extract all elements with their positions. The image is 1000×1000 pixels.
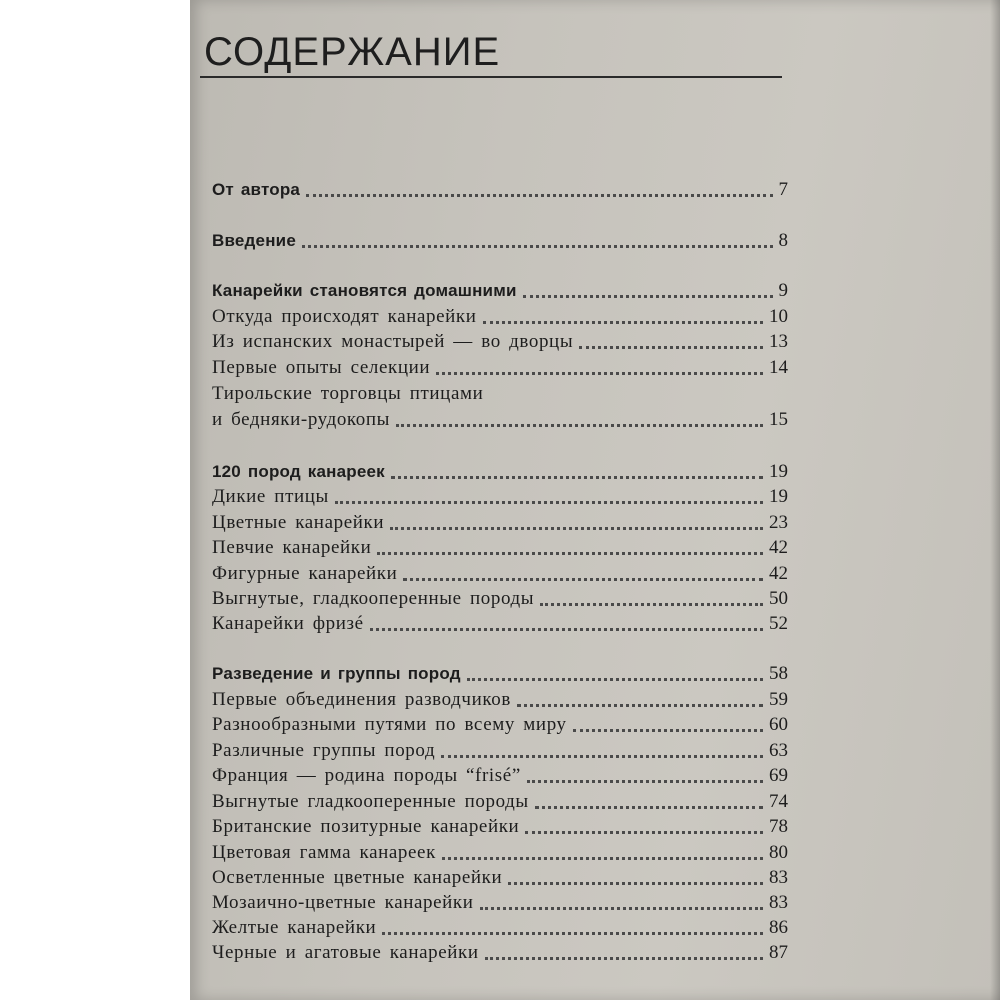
dot-leader [535,806,763,809]
dot-leader [396,424,763,427]
toc-entry-title: Франция — родина породы “frisé” [212,765,521,786]
toc-entry-title: Дикие птицы [212,486,329,507]
toc-entry [212,305,788,329]
toc-entry [212,562,788,586]
dot-leader [436,372,763,375]
toc-entry-page: 83 [769,867,788,888]
toc-entry-title: Выгнутые гладкооперенные породы [212,791,529,812]
toc-entry-title: Первые объединения разводчиков [212,689,511,710]
toc-entry-title: Из испанских монастырей — во дворцы [212,331,574,352]
dot-leader [382,932,763,935]
dot-leader [517,704,763,707]
toc-entry [212,408,788,432]
toc-entry-page: 59 [769,689,788,710]
dot-leader [508,882,763,885]
toc-entry-title: Канарейки становятся домашними [212,281,517,300]
toc-entry-title: Разнообразными путями по всему миру [212,714,567,735]
toc-entry-page: 78 [769,816,788,837]
toc-entry-title: Желтые канарейки [212,917,377,938]
dot-leader [483,321,763,324]
dot-leader [525,831,763,834]
toc-entry [212,485,788,509]
toc-entry-title: Разведение и группы пород [212,664,461,683]
dot-leader [579,346,763,349]
page-title: СОДЕРЖАНИЕ [204,30,501,74]
toc-entry [212,587,788,611]
toc-entry-title: Британские позитурные канарейки [212,816,520,837]
dot-leader [442,857,763,860]
toc-entry-section [212,662,788,686]
toc-entry [212,536,788,560]
dot-leader [441,755,763,758]
dot-leader [391,476,763,479]
toc-entry-title: Фигурные канарейки [212,563,398,584]
toc-entry-title: и бедняки-рудокопы [212,409,391,430]
toc-entry-page: 63 [769,740,788,761]
toc-entry-title: Певчие канарейки [212,537,372,558]
dot-leader [377,552,763,555]
toc-entry-title: Цветовая гамма канареек [212,842,436,863]
toc-entry-page: 13 [769,331,788,352]
toc-entry-page: 19 [769,461,788,482]
dot-leader [302,245,773,248]
toc-entry-page: 74 [769,791,788,812]
toc-entry [212,713,788,737]
toc-entry-section [212,178,788,202]
title-rule [200,76,782,78]
toc-entry-page: 69 [769,765,788,786]
toc-entry [212,891,788,915]
dot-leader [480,907,763,910]
page-edge-shadow [990,0,1000,1000]
toc-entry [212,841,788,865]
dot-leader [540,603,763,606]
toc-entry-page: 42 [769,563,788,584]
toc-entry-section [212,229,788,253]
dot-leader [485,957,763,960]
toc-entry-page: 60 [769,714,788,735]
toc-entry-section [212,460,788,484]
toc-entry-page: 14 [769,357,788,378]
dot-leader [573,729,763,732]
dot-leader [527,780,763,783]
toc-entry-page: 58 [769,663,788,684]
toc-entry [212,612,788,636]
toc-entry-title: Осветленные цветные канарейки [212,867,503,888]
dot-leader [306,194,772,197]
toc-entry-title: Черные и агатовые канарейки [212,942,479,963]
book-page [190,0,1000,1000]
toc-entry-page: 87 [769,942,788,963]
dot-leader [335,501,763,504]
dot-leader [467,678,763,681]
toc-entry-page: 19 [769,486,788,507]
toc-entry-page: 8 [778,230,788,251]
toc-entry-page: 80 [769,842,788,863]
toc-entry [212,916,788,940]
toc-entry-title: От автора [212,180,301,199]
toc-entry-title: Мозаично-цветные канарейки [212,892,474,913]
toc-entry-page: 42 [769,537,788,558]
toc-entry-title: Выгнутые, гладкооперенные породы [212,588,535,609]
dot-leader [390,527,763,530]
toc-entry-page: 52 [769,613,788,634]
toc-entry [212,815,788,839]
toc-entry-title: Цветные канарейки [212,512,385,533]
toc-entry-title: 120 пород канареек [212,462,385,481]
toc-entry-title: Первые опыты селекции [212,357,431,378]
toc-entry-page: 50 [769,588,788,609]
toc-entry-page: 23 [769,512,788,533]
toc-entry-title-line1: Тирольские торговцы птицами [212,383,484,404]
toc-entry-section [212,279,788,303]
dot-leader [523,295,773,298]
toc-entry-page: 15 [769,409,788,430]
dot-leader [403,578,763,581]
toc-entry [212,941,788,965]
toc-entry [212,790,788,814]
toc-entry [212,511,788,535]
toc-entry-page: 10 [769,306,788,327]
toc-entry-page: 83 [769,892,788,913]
toc-entry [212,739,788,763]
toc-entry-page: 86 [769,917,788,938]
toc-entry-title: Канарейки фризé [212,613,364,634]
toc-entry [212,764,788,788]
toc-entry [212,866,788,890]
toc-entry-page: 7 [778,179,788,200]
toc-entry [212,330,788,354]
toc-entry-title: Откуда происходят канарейки [212,306,477,327]
toc-entry-page: 9 [778,280,788,301]
toc-entry [212,356,788,380]
toc-entry-title: Введение [212,231,296,250]
dot-leader [370,628,763,631]
toc-entry [212,688,788,712]
toc-entry-title: Различные группы пород [212,740,436,761]
